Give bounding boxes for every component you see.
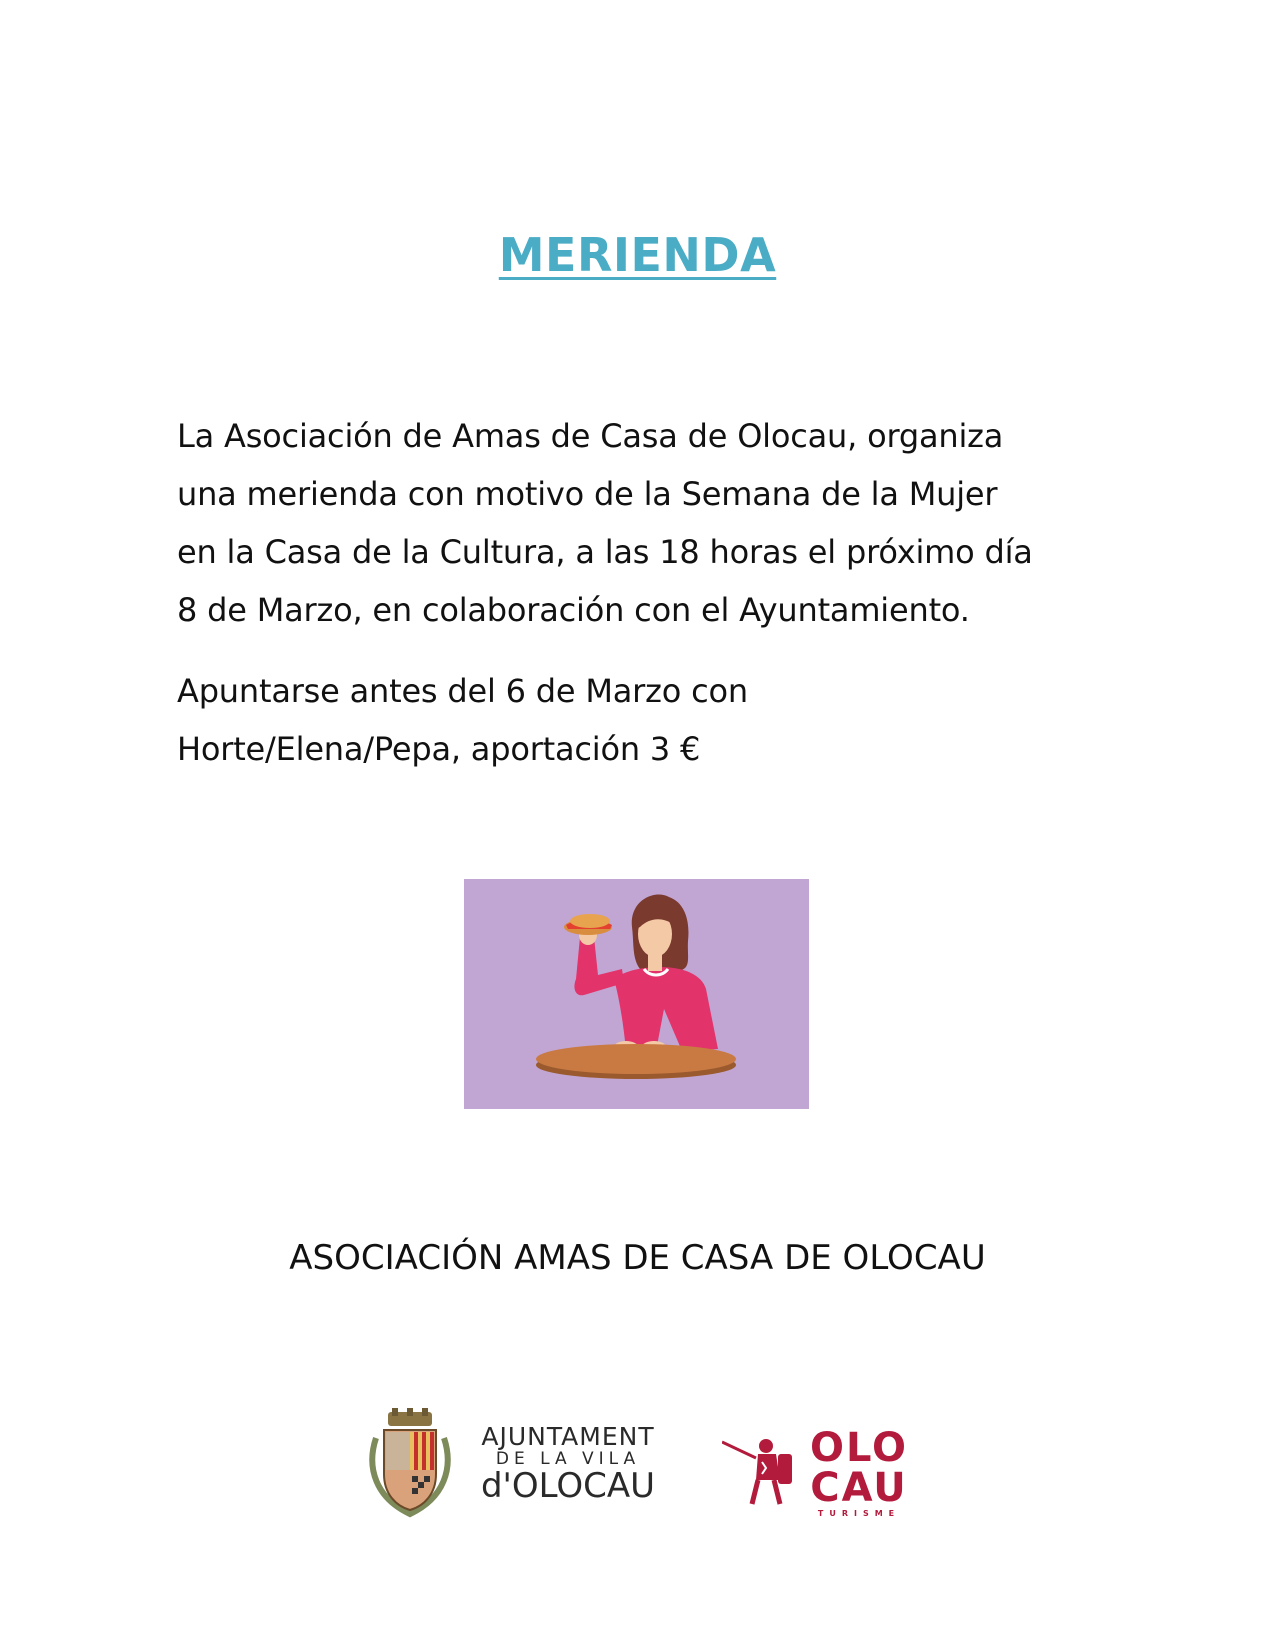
ajuntament-wordmark bbox=[470, 1422, 666, 1506]
event-description bbox=[177, 407, 1097, 639]
registration-line: Horte/Elena/Pepa, aportación 3 € bbox=[177, 730, 701, 768]
ajuntament-line: d'OLOCAU bbox=[480, 1466, 656, 1506]
olocau-wordmark bbox=[804, 1425, 914, 1518]
association-signature: ASOCIACIÓN AMAS DE CASA DE OLOCAU bbox=[289, 1238, 986, 1278]
description-line: La Asociación de Amas de Casa de Olocau, organiza bbox=[177, 417, 1004, 455]
turisme-label: TURISME bbox=[817, 1509, 901, 1518]
description-line: 8 de Marzo, en colaboración con el Ayuntamiento. bbox=[177, 591, 970, 629]
municipal-coat-of-arms-icon bbox=[366, 1408, 454, 1518]
registration-line: Apuntarse antes del 6 de Marzo con bbox=[177, 672, 748, 710]
olocau-line: CAU bbox=[810, 1465, 908, 1511]
page-title: MERIENDA bbox=[498, 228, 777, 282]
ajuntament-line: DE LA VILA bbox=[495, 1449, 641, 1469]
description-line: una merienda con motivo de la Semana de la Mujer bbox=[177, 475, 998, 513]
registration-info bbox=[177, 662, 1097, 778]
olocau-turisme-logo bbox=[722, 1425, 917, 1518]
warrior-figure-icon bbox=[722, 1432, 802, 1508]
description-line: en la Casa de la Cultura, a las 18 horas el próximo día bbox=[177, 533, 1033, 571]
ajuntament-logo bbox=[366, 1408, 666, 1518]
woman-eating-sandwich-illustration bbox=[464, 879, 809, 1109]
ajuntament-line: AJUNTAMENT bbox=[481, 1422, 655, 1451]
olocau-line: OLO bbox=[809, 1425, 909, 1471]
